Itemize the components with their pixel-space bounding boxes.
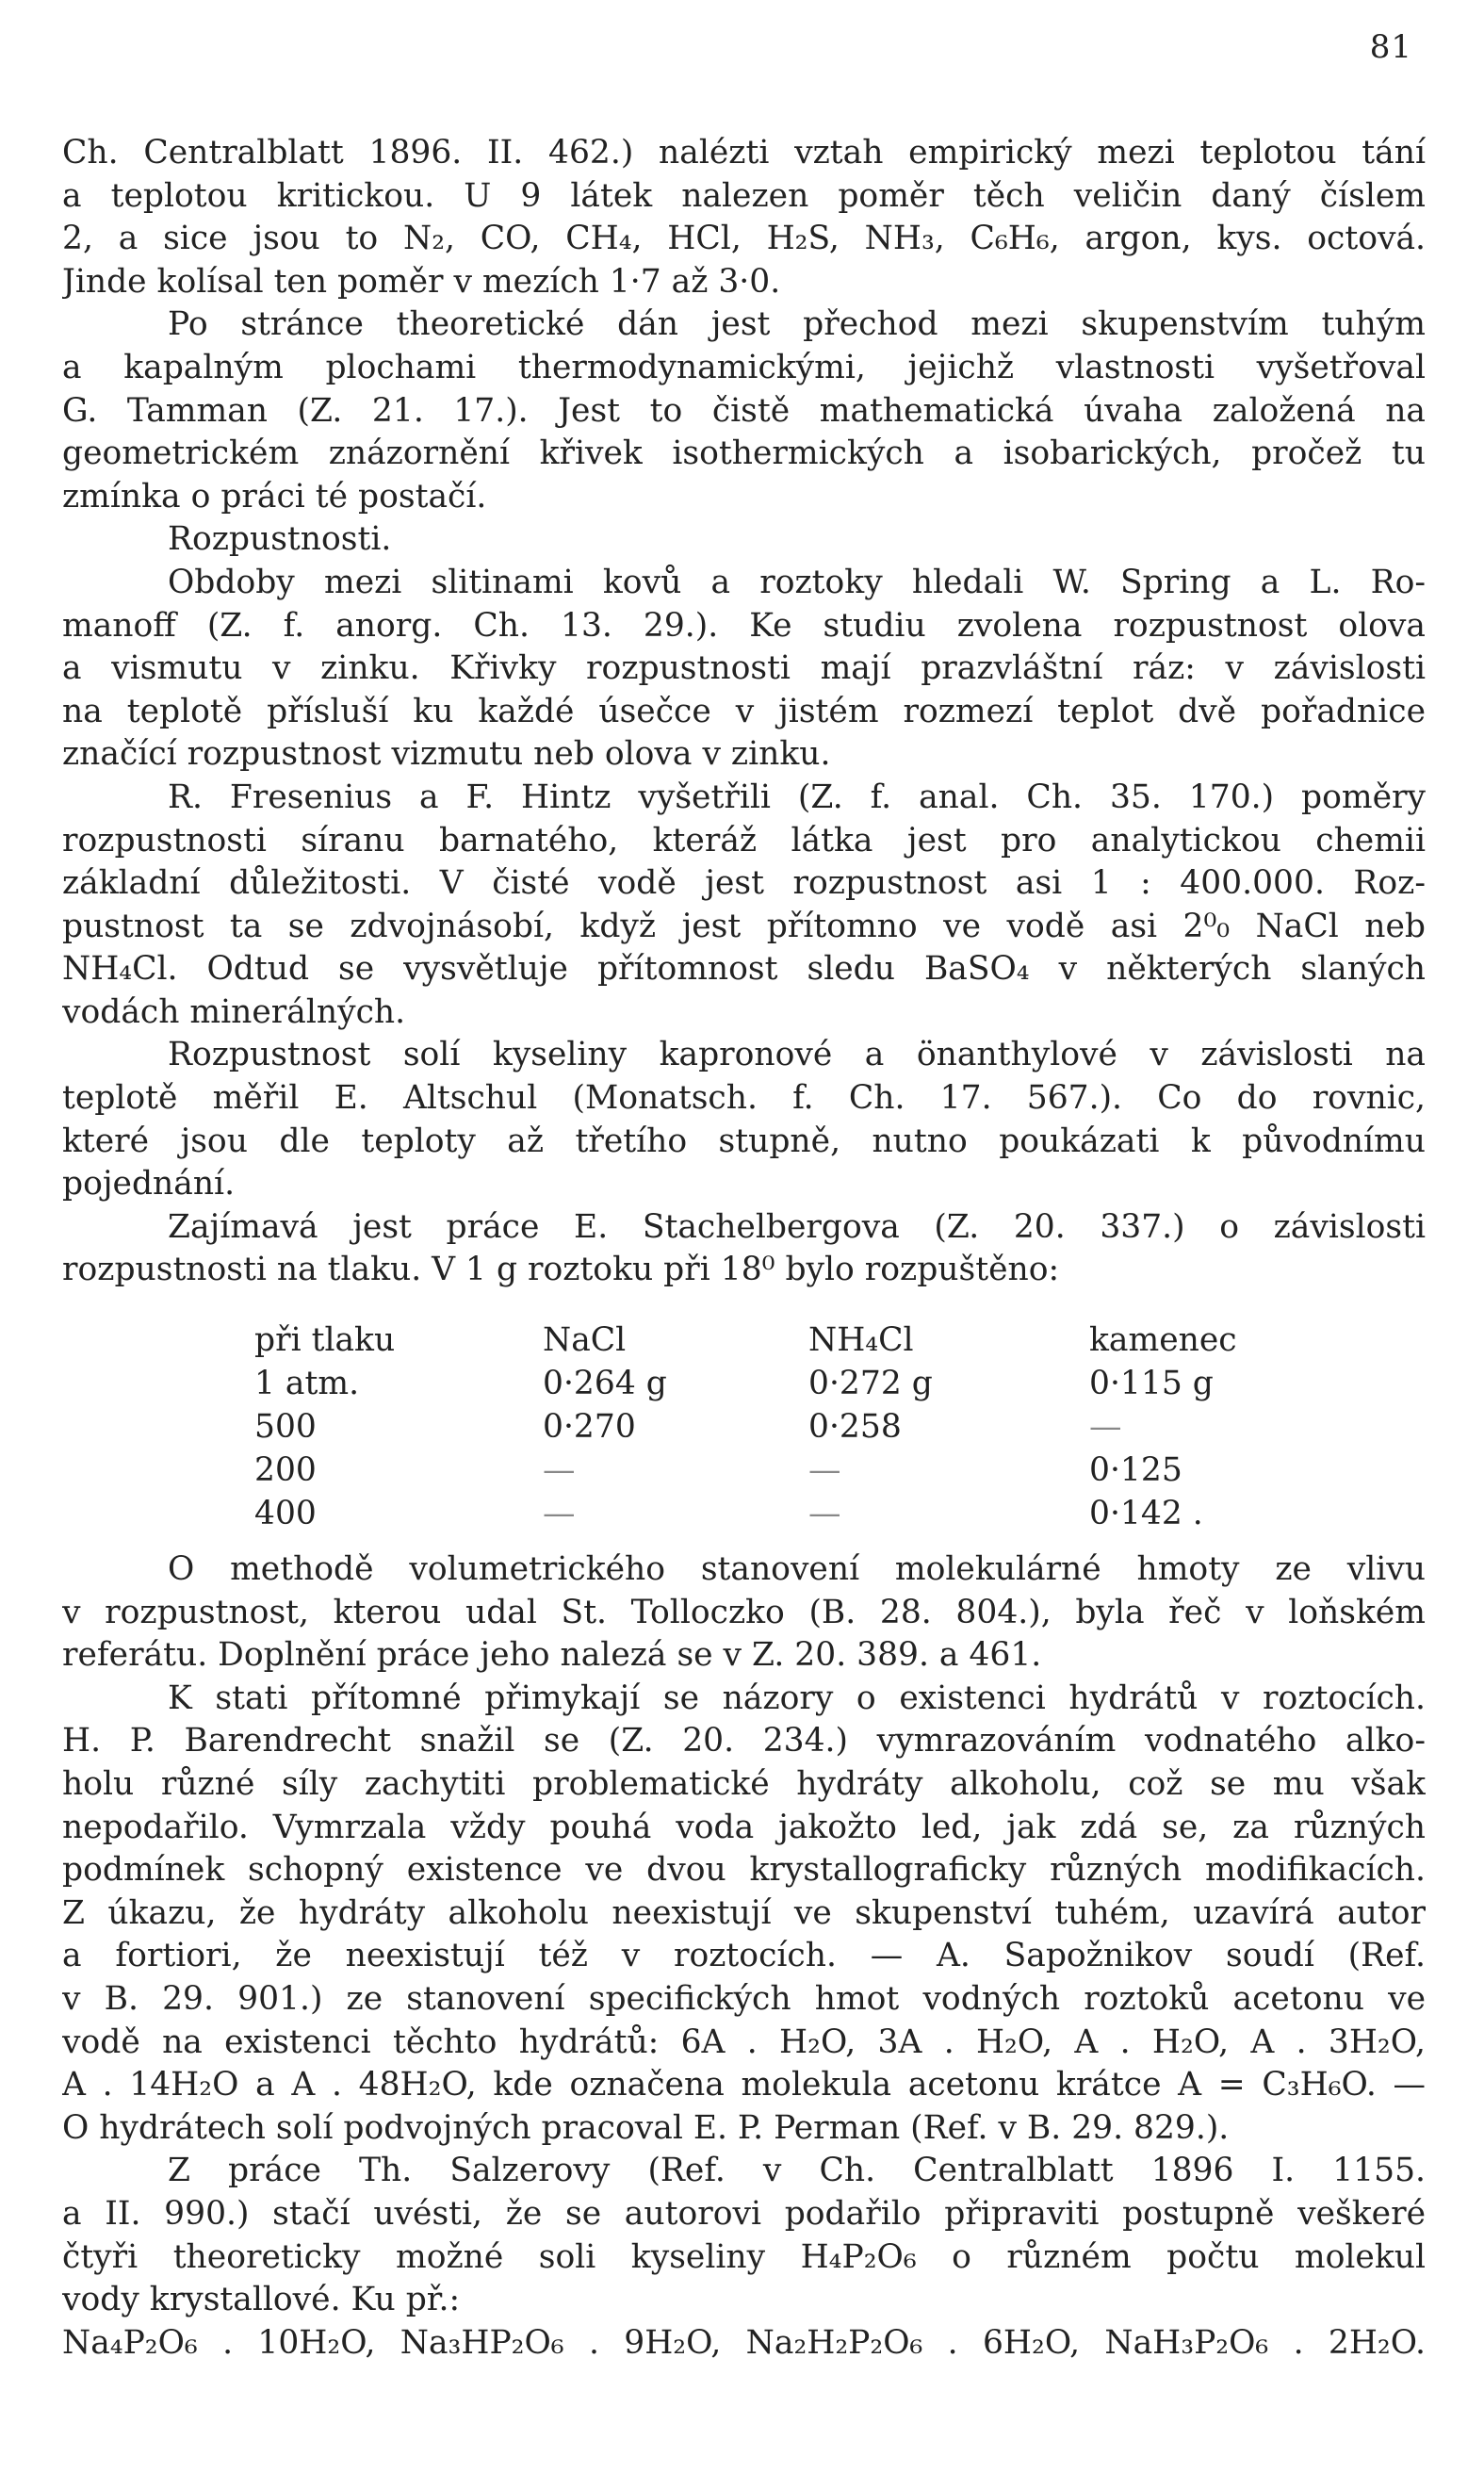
text-line: na teplotě přísluší ku každé úsečce v jistém rozmezí teplot dvě pořadnice: [62, 692, 1426, 730]
table-row: [62, 1492, 1426, 1535]
table-row: [62, 1449, 1426, 1492]
text-line: R. Fresenius a F. Hintz vyšetřili (Z. f. anal. Ch. 35. 170.) poměry: [168, 778, 1426, 816]
table-cell: —: [1089, 1408, 1122, 1447]
table-cell: 500: [254, 1408, 317, 1447]
text-line: rozpustnosti na tlaku. V 1 g roztoku při 18⁰ bylo rozpuštěno:: [62, 1251, 1060, 1289]
text-line: Ch. Centralblatt 1896. II. 462.) nalézti vztah empirický mezi teplotou tání: [62, 134, 1426, 172]
text-line: K stati přítomné přimykají se názory o existenci hydrátů v roztocích.: [168, 1678, 1426, 1717]
text-line: teplotě měřil E. Altschul (Monatsch. f. Ch. 17. 567.). Co do rovnic,: [62, 1079, 1426, 1118]
table-cell: —: [543, 1495, 576, 1533]
text-line: geometrickém znázornění křivek isothermických a isobarických, pročež tu: [62, 434, 1426, 473]
text-line: a vismutu v zinku. Křivky rozpustnosti mají prazvláštní ráz: v závislosti: [62, 649, 1426, 688]
table-row: [62, 1362, 1426, 1405]
table-cell: —: [808, 1451, 841, 1490]
table-cell: 0·258: [808, 1408, 902, 1447]
body-text: [62, 132, 1426, 2365]
table-cell: 400: [254, 1495, 317, 1533]
table-cell: 0·272 g: [808, 1365, 933, 1403]
text-line: nepodařilo. Vymrzala vždy pouhá voda jakožto led, jak zdá se, za různých: [62, 1808, 1426, 1846]
table-header-cell: NH₄Cl: [808, 1321, 914, 1360]
text-line: NH₄Cl. Odtud se vysvětluje přítomnost sledu BaSO₄ v některých slaných: [62, 950, 1426, 989]
text-line: G. Tamman (Z. 21. 17.). Jest to čistě mathematická úvaha založená na: [62, 391, 1426, 430]
table-cell: 1 atm.: [254, 1365, 360, 1403]
text-line: manoff (Z. f. anorg. Ch. 13. 29.). Ke studiu zvolena rozpustnost olova: [62, 606, 1426, 645]
text-line: Zajímavá jest práce E. Stachelbergova (Z. 20. 337.) o závislosti: [168, 1207, 1426, 1246]
text-line: H. P. Barendrecht snažil se (Z. 20. 234.) vymrazováním vodnatého alko-: [62, 1722, 1426, 1760]
table-header-cell: NaCl: [543, 1321, 627, 1360]
table-row: [62, 1405, 1426, 1449]
text-line: které jsou dle teploty až třetího stupně, nutno poukázati k původnímu: [62, 1122, 1426, 1160]
text-line: Rozpustnosti.: [168, 520, 392, 559]
text-line: holu různé síly zachytiti problematické hydráty alkoholu, což se mu však: [62, 1765, 1426, 1803]
text-line: vody krystallové. Ku př.:: [62, 2281, 461, 2319]
table-cell: 0·115 g: [1089, 1365, 1214, 1403]
table-header-cell: kamenec: [1089, 1321, 1237, 1360]
text-line: a kapalným plochami thermodynamickými, jejichž vlastnosti vyšetřoval: [62, 348, 1426, 386]
text-line: 2, a sice jsou to N₂, CO, CH₄, HCl, H₂S, NH₃, C₆H₆, argon, kys. octová.: [62, 220, 1426, 258]
paragraphs-bottom: [62, 1548, 1426, 2365]
text-line: referátu. Doplnění práce jeho nalezá se v Z. 20. 389. a 461.: [62, 1636, 1042, 1675]
text-line: rozpustnosti síranu barnatého, kteráž látka jest pro analytickou chemii: [62, 821, 1426, 860]
text-line: vodách minerálných.: [62, 992, 406, 1031]
paragraphs-top: [62, 132, 1426, 1292]
table-cell: —: [808, 1495, 841, 1533]
table-cell: 0·142 .: [1089, 1495, 1203, 1533]
text-line: Z úkazu, že hydráty alkoholu neexistují ve skupenství tuhém, uzavírá autor: [62, 1893, 1426, 1932]
table-cell: 0·125: [1089, 1451, 1182, 1490]
text-line: vodě na existenci těchto hydrátů: 6A . H₂O, 3A . H₂O, A . H₂O, A . 3H₂O,: [62, 2022, 1426, 2061]
text-line: A . 14H₂O a A . 48H₂O, kde označena molekula acetonu krátce A = C₃H₆O. —: [62, 2066, 1426, 2104]
text-line: základní důležitosti. V čisté vodě jest rozpustnost asi 1 : 400.000. Roz-: [62, 864, 1426, 903]
table-cell: 0·264 g: [543, 1365, 667, 1403]
text-line: v rozpustnost, kterou udal St. Tolloczko (B. 28. 804.), byla řeč v loňském: [62, 1593, 1426, 1631]
text-line: čtyři theoreticky možné soli kyseliny H₄P₂O₆ o různém počtu molekul: [62, 2237, 1426, 2276]
page-number: 81: [1369, 28, 1412, 66]
text-line: Z práce Th. Salzerovy (Ref. v Ch. Centralblatt 1896 I. 1155.: [168, 2152, 1426, 2190]
text-line: zmínka o práci té postačí.: [62, 477, 487, 516]
text-line: Po stránce theoretické dán jest přechod mezi skupenstvím tuhým: [168, 305, 1426, 344]
text-line: a teplotou kritickou. U 9 látek nalezen poměr těch veličin daný číslem: [62, 176, 1426, 215]
table-header-cell: při tlaku: [254, 1321, 396, 1360]
text-line: a fortiori, že neexistují též v roztocích. — A. Sapožnikov soudí (Ref.: [62, 1937, 1426, 1975]
text-line: Jinde kolísal ten poměr v mezích 1·7 až 3·0.: [62, 262, 781, 301]
text-line: pojednání.: [62, 1165, 236, 1204]
text-line: v B. 29. 901.) ze stanovení specifických hmot vodných roztoků acetonu ve: [62, 1979, 1426, 2018]
text-line: a II. 990.) stačí uvésti, že se autorovi podařilo připraviti postupně veškeré: [62, 2194, 1426, 2233]
table-header-row: [62, 1318, 1426, 1362]
text-line: Na₄P₂O₆ . 10H₂O, Na₃HP₂O₆ . 9H₂O, Na₂H₂P₂O₆ . 6H₂O, NaH₃P₂O₆ . 2H₂O.: [62, 2323, 1426, 2362]
text-line: O hydrátech solí podvojných pracoval E. P. Perman (Ref. v B. 29. 829.).: [62, 2108, 1230, 2147]
table-cell: —: [543, 1451, 576, 1490]
text-line: značící rozpustnost vizmutu neb olova v zinku.: [62, 735, 831, 774]
text-line: O methodě volumetrického stanovení molekulárné hmoty ze vlivu: [168, 1550, 1426, 1589]
text-line: Obdoby mezi slitinami kovů a roztoky hledali W. Spring a L. Ro-: [168, 563, 1426, 601]
solubility-table: [62, 1318, 1426, 1535]
table-cell: 200: [254, 1451, 317, 1490]
text-line: podmínek schopný existence ve dvou krystallograficky různých modifikacích.: [62, 1851, 1426, 1890]
text-line: Rozpustnost solí kyseliny kapronové a önanthylové v závislosti na: [168, 1036, 1426, 1074]
table-cell: 0·270: [543, 1408, 636, 1447]
text-line: pustnost ta se zdvojnásobí, když jest přítomno ve vodě asi 2⁰₀ NaCl neb: [62, 907, 1426, 945]
